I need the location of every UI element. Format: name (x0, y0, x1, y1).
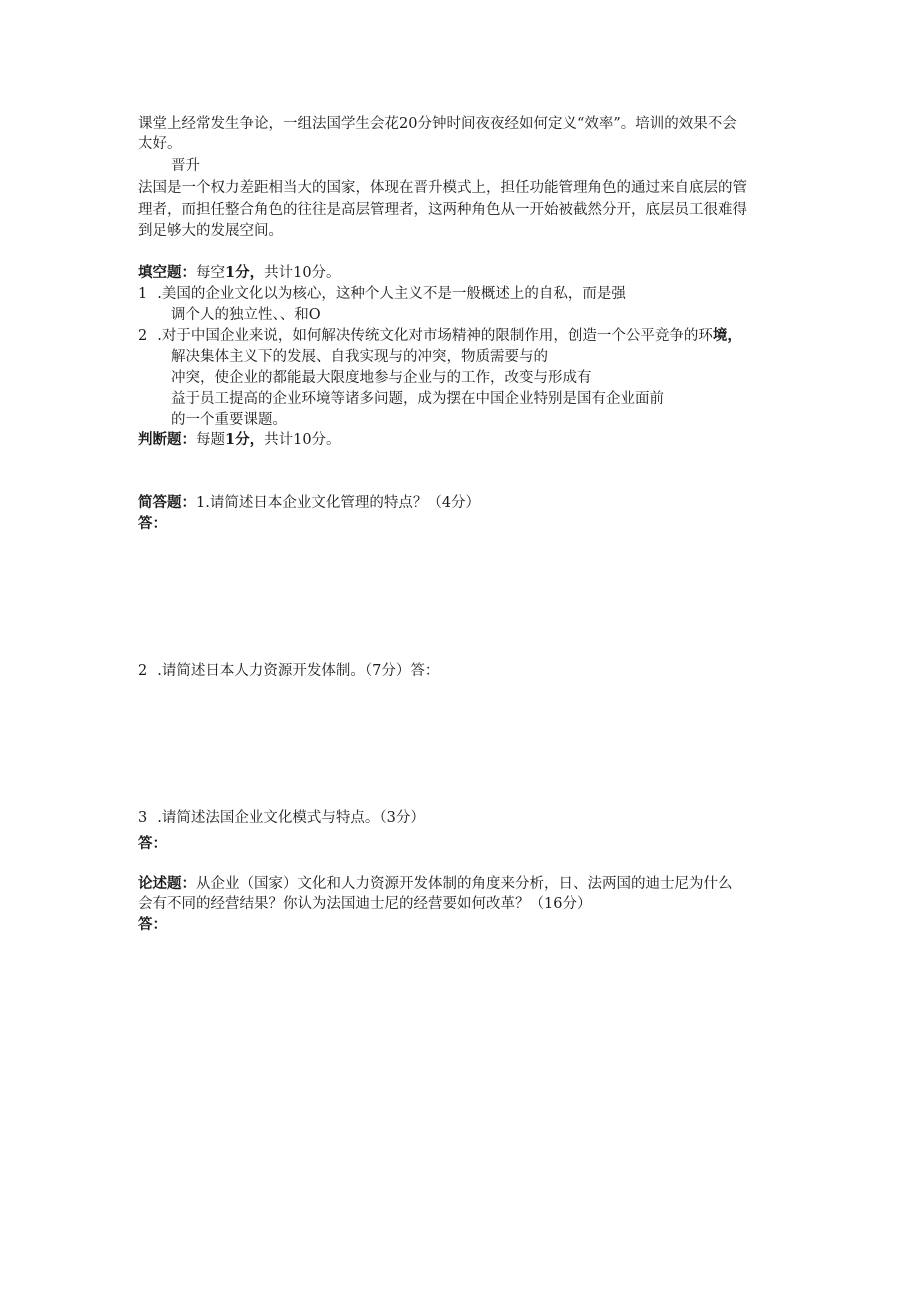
fill-blank-desc-a: 每空 (196, 265, 225, 281)
essay-line-1: 从企业（国家）文化和人力资源开发体制的角度来分析，日、法两国的迪士尼为什么 (196, 876, 733, 892)
fill-blank-desc-b: 1分， (225, 264, 265, 281)
promotion-line-3: 到足够大的发展空间。 (138, 223, 283, 239)
judgement-desc-c: 共计10分。 (264, 432, 341, 448)
fill-blank-q1-line-1 (138, 284, 626, 304)
fill-blank-heading (138, 263, 341, 283)
short-answer-q3 (138, 808, 425, 828)
judgement-desc-a: 每题 (196, 432, 225, 448)
essay-line-2: 会有不同的经营结果？你认为法国迪士尼的经营要如何改革？（16分） (138, 896, 592, 912)
short-answer-q2-number: 2 (138, 663, 148, 679)
fill-blank-q2-number: 2 (138, 328, 148, 344)
short-answer-q1-answer-label: 答： (138, 515, 167, 532)
fill-blank-q2-line-1 (138, 326, 742, 346)
fill-blank-q1-number: 1 (138, 286, 148, 302)
intro-line-1: 课堂上经常发生争论，一组法国学生会花20分钟时间夜夜经如何定义“效率”。培训的效果不会 (138, 116, 737, 132)
essay-label: 论述题： (138, 875, 196, 892)
judgement-heading (138, 430, 341, 450)
promotion-line-1: 法国是一个权力差距相当大的国家，体现在晋升模式上，担任功能管理角色的通过来自底层的管 (138, 180, 747, 196)
fill-blank-desc-c: 共计10分。 (264, 265, 341, 281)
short-answer-heading (138, 493, 480, 513)
short-answer-q3-number: 3 (138, 810, 148, 826)
essay-heading (138, 874, 733, 894)
promotion-heading: 晋升 (171, 158, 200, 174)
fill-blank-label: 填空题： (138, 264, 196, 281)
short-answer-q1: 1.请简述日本企业文化管理的特点？（4分） (196, 495, 481, 511)
short-answer-q2-text: .请简述日本人力资源开发体制。（7分）答： (157, 663, 440, 679)
judgement-label: 判断题： (138, 431, 196, 448)
short-answer-q3-answer-label: 答： (138, 835, 167, 852)
fill-blank-q1-text: .美国的企业文化以为核心，这种个人主义不是一般概述上的自私，而是强 (157, 286, 626, 302)
short-answer-q2 (138, 661, 439, 681)
essay-answer-label: 答： (138, 916, 167, 933)
fill-blank-q2-line-2: 解决集体主义下的发展、自我实现与的冲突，物质需要与的 (171, 349, 548, 365)
fill-blank-q2-text: .对于中国企业来说，如何解决传统文化对市场精神的限制作用，创造一个公平竞争的环 (157, 328, 713, 344)
short-answer-label: 简答题： (138, 494, 196, 511)
intro-line-2: 太好。 (138, 136, 182, 152)
short-answer-q3-text: .请简述法国企业文化模式与特点。（3分） (157, 810, 425, 826)
fill-blank-q2-line-4: 益于员工提高的企业环境等诸多问题，成为摆在中国企业特别是国有企业面前 (171, 391, 664, 407)
fill-blank-q2-line-5: 的一个重要课题。 (171, 412, 287, 428)
fill-blank-q2-line-3: 冲突，使企业的都能最大限度地参与企业与的工作，改变与形成有 (171, 370, 592, 386)
fill-blank-q1-line-2: 调个人的独立性、、和O (171, 307, 321, 323)
promotion-line-2: 理者，而担任整合角色的往往是高层管理者，这两种角色从一开始被截然分开，底层员工很难得 (138, 202, 747, 218)
judgement-desc-b: 1分， (225, 431, 265, 448)
fill-blank-q2-text-bold: 境， (712, 327, 742, 344)
